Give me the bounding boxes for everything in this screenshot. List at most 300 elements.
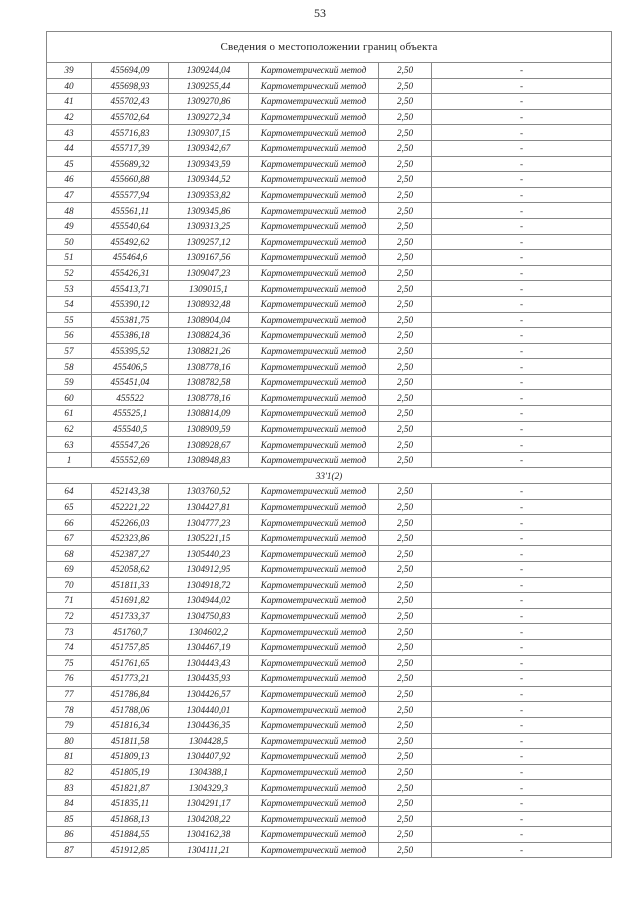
description-cell: -	[432, 842, 612, 858]
point-number-cell: 75	[47, 655, 92, 671]
accuracy-cell: 2,50	[379, 63, 432, 79]
point-number-cell: 83	[47, 780, 92, 796]
method-cell: Картометрический метод	[249, 343, 379, 359]
description-cell: -	[432, 125, 612, 141]
table-row	[47, 250, 612, 266]
x-coordinate-cell: 455717,39	[92, 140, 169, 156]
accuracy-cell: 2,50	[379, 608, 432, 624]
accuracy-cell: 2,50	[379, 390, 432, 406]
x-coordinate-cell: 455525,1	[92, 406, 169, 422]
table-row	[47, 608, 612, 624]
x-coordinate-cell: 451733,37	[92, 608, 169, 624]
y-coordinate-cell: 1304912,95	[169, 562, 249, 578]
accuracy-cell: 2,50	[379, 702, 432, 718]
table-row	[47, 109, 612, 125]
method-cell: Картометрический метод	[249, 577, 379, 593]
method-cell: Картометрический метод	[249, 203, 379, 219]
accuracy-cell: 2,50	[379, 234, 432, 250]
y-coordinate-cell: 1304426,57	[169, 686, 249, 702]
point-number-cell: 80	[47, 733, 92, 749]
accuracy-cell: 2,50	[379, 218, 432, 234]
method-cell: Картометрический метод	[249, 109, 379, 125]
y-coordinate-cell: 1308928,67	[169, 437, 249, 453]
x-coordinate-cell: 452323,86	[92, 530, 169, 546]
y-coordinate-cell: 1309353,82	[169, 187, 249, 203]
description-cell: -	[432, 562, 612, 578]
description-cell: -	[432, 187, 612, 203]
point-number-cell: 39	[47, 63, 92, 79]
accuracy-cell: 2,50	[379, 686, 432, 702]
table-title: Сведения о местоположении границ объекта	[47, 32, 612, 63]
point-number-cell: 45	[47, 156, 92, 172]
method-cell: Картометрический метод	[249, 63, 379, 79]
x-coordinate-cell: 451884,55	[92, 827, 169, 843]
y-coordinate-cell: 1304208,22	[169, 811, 249, 827]
method-cell: Картометрический метод	[249, 795, 379, 811]
y-coordinate-cell: 1305440,23	[169, 546, 249, 562]
x-coordinate-cell: 451691,82	[92, 593, 169, 609]
accuracy-cell: 2,50	[379, 312, 432, 328]
x-coordinate-cell: 451757,85	[92, 639, 169, 655]
method-cell: Картометрический метод	[249, 94, 379, 110]
table-row	[47, 296, 612, 312]
accuracy-cell: 2,50	[379, 359, 432, 375]
y-coordinate-cell: 1308778,16	[169, 359, 249, 375]
table-row	[47, 624, 612, 640]
point-number-cell: 59	[47, 374, 92, 390]
point-number-cell: 86	[47, 827, 92, 843]
table-row	[47, 94, 612, 110]
x-coordinate-cell: 455540,5	[92, 421, 169, 437]
section-row	[47, 468, 612, 484]
method-cell: Картометрический метод	[249, 639, 379, 655]
x-coordinate-cell: 451761,65	[92, 655, 169, 671]
y-coordinate-cell: 1309343,59	[169, 156, 249, 172]
y-coordinate-cell: 1304467,19	[169, 639, 249, 655]
point-number-cell: 47	[47, 187, 92, 203]
table-row	[47, 125, 612, 141]
point-number-cell: 51	[47, 250, 92, 266]
accuracy-cell: 2,50	[379, 484, 432, 500]
table-row	[47, 733, 612, 749]
method-cell: Картометрический метод	[249, 421, 379, 437]
point-number-cell: 50	[47, 234, 92, 250]
x-coordinate-cell: 451760,7	[92, 624, 169, 640]
description-cell: -	[432, 296, 612, 312]
table-row	[47, 562, 612, 578]
accuracy-cell: 2,50	[379, 94, 432, 110]
method-cell: Картометрический метод	[249, 717, 379, 733]
y-coordinate-cell: 1304435,93	[169, 671, 249, 687]
method-cell: Картометрический метод	[249, 827, 379, 843]
table-row	[47, 515, 612, 531]
table-row	[47, 312, 612, 328]
y-coordinate-cell: 1309342,67	[169, 140, 249, 156]
method-cell: Картометрический метод	[249, 702, 379, 718]
x-coordinate-cell: 455660,88	[92, 172, 169, 188]
method-cell: Картометрический метод	[249, 608, 379, 624]
method-cell: Картометрический метод	[249, 749, 379, 765]
table-row	[47, 546, 612, 562]
description-cell: -	[432, 63, 612, 79]
method-cell: Картометрический метод	[249, 328, 379, 344]
accuracy-cell: 2,50	[379, 203, 432, 219]
y-coordinate-cell: 1304427,81	[169, 499, 249, 515]
method-cell: Картометрический метод	[249, 187, 379, 203]
x-coordinate-cell: 455702,64	[92, 109, 169, 125]
description-cell: -	[432, 515, 612, 531]
point-number-cell: 67	[47, 530, 92, 546]
description-cell: -	[432, 156, 612, 172]
method-cell: Картометрический метод	[249, 296, 379, 312]
point-number-cell: 48	[47, 203, 92, 219]
method-cell: Картометрический метод	[249, 156, 379, 172]
x-coordinate-cell: 452221,22	[92, 499, 169, 515]
description-cell: -	[432, 655, 612, 671]
y-coordinate-cell: 1304111,21	[169, 842, 249, 858]
x-coordinate-cell: 452143,38	[92, 484, 169, 500]
description-cell: -	[432, 639, 612, 655]
point-number-cell: 41	[47, 94, 92, 110]
description-cell: -	[432, 281, 612, 297]
x-coordinate-cell: 455413,71	[92, 281, 169, 297]
x-coordinate-cell: 455702,43	[92, 94, 169, 110]
y-coordinate-cell: 1309257,12	[169, 234, 249, 250]
point-number-cell: 71	[47, 593, 92, 609]
accuracy-cell: 2,50	[379, 296, 432, 312]
table-row	[47, 359, 612, 375]
x-coordinate-cell: 455522	[92, 390, 169, 406]
accuracy-cell: 2,50	[379, 764, 432, 780]
accuracy-cell: 2,50	[379, 265, 432, 281]
y-coordinate-cell: 1309244,04	[169, 63, 249, 79]
description-cell: -	[432, 671, 612, 687]
table-row	[47, 749, 612, 765]
method-cell: Картометрический метод	[249, 780, 379, 796]
accuracy-cell: 2,50	[379, 546, 432, 562]
description-cell: -	[432, 702, 612, 718]
description-cell: -	[432, 109, 612, 125]
x-coordinate-cell: 455451,04	[92, 374, 169, 390]
y-coordinate-cell: 1308909,59	[169, 421, 249, 437]
point-number-cell: 66	[47, 515, 92, 531]
table-row	[47, 218, 612, 234]
method-cell: Картометрический метод	[249, 593, 379, 609]
method-cell: Картометрический метод	[249, 172, 379, 188]
description-cell: -	[432, 203, 612, 219]
x-coordinate-cell: 455426,31	[92, 265, 169, 281]
table-header-row	[47, 32, 612, 63]
description-cell: -	[432, 546, 612, 562]
table-row	[47, 421, 612, 437]
description-cell: -	[432, 406, 612, 422]
accuracy-cell: 2,50	[379, 827, 432, 843]
x-coordinate-cell: 451788,06	[92, 702, 169, 718]
section-label: 33'1(2)	[47, 468, 612, 484]
y-coordinate-cell: 1309167,56	[169, 250, 249, 266]
accuracy-cell: 2,50	[379, 187, 432, 203]
description-cell: -	[432, 452, 612, 468]
table-row	[47, 63, 612, 79]
x-coordinate-cell: 451912,85	[92, 842, 169, 858]
accuracy-cell: 2,50	[379, 406, 432, 422]
boundary-table	[46, 31, 612, 858]
y-coordinate-cell: 1308778,16	[169, 390, 249, 406]
method-cell: Картометрический метод	[249, 452, 379, 468]
x-coordinate-cell: 451868,13	[92, 811, 169, 827]
description-cell: -	[432, 140, 612, 156]
table-row	[47, 827, 612, 843]
accuracy-cell: 2,50	[379, 717, 432, 733]
y-coordinate-cell: 1304428,5	[169, 733, 249, 749]
method-cell: Картометрический метод	[249, 562, 379, 578]
method-cell: Картометрический метод	[249, 530, 379, 546]
y-coordinate-cell: 1308932,48	[169, 296, 249, 312]
description-cell: -	[432, 717, 612, 733]
table-row	[47, 172, 612, 188]
y-coordinate-cell: 1304436,35	[169, 717, 249, 733]
point-number-cell: 82	[47, 764, 92, 780]
description-cell: -	[432, 172, 612, 188]
table-row	[47, 281, 612, 297]
table-row	[47, 671, 612, 687]
accuracy-cell: 2,50	[379, 655, 432, 671]
table-row	[47, 187, 612, 203]
table-row	[47, 265, 612, 281]
point-number-cell: 68	[47, 546, 92, 562]
x-coordinate-cell: 455540,64	[92, 218, 169, 234]
accuracy-cell: 2,50	[379, 250, 432, 266]
method-cell: Картометрический метод	[249, 764, 379, 780]
point-number-cell: 43	[47, 125, 92, 141]
accuracy-cell: 2,50	[379, 671, 432, 687]
accuracy-cell: 2,50	[379, 733, 432, 749]
x-coordinate-cell: 455492,62	[92, 234, 169, 250]
x-coordinate-cell: 451809,13	[92, 749, 169, 765]
accuracy-cell: 2,50	[379, 125, 432, 141]
method-cell: Картометрический метод	[249, 686, 379, 702]
description-cell: -	[432, 499, 612, 515]
y-coordinate-cell: 1304777,23	[169, 515, 249, 531]
y-coordinate-cell: 1303760,52	[169, 484, 249, 500]
description-cell: -	[432, 686, 612, 702]
point-number-cell: 76	[47, 671, 92, 687]
table-body	[47, 32, 612, 858]
accuracy-cell: 2,50	[379, 140, 432, 156]
description-cell: -	[432, 749, 612, 765]
description-cell: -	[432, 827, 612, 843]
point-number-cell: 84	[47, 795, 92, 811]
description-cell: -	[432, 234, 612, 250]
point-number-cell: 79	[47, 717, 92, 733]
table-row	[47, 639, 612, 655]
table-row	[47, 530, 612, 546]
table-row	[47, 406, 612, 422]
accuracy-cell: 2,50	[379, 343, 432, 359]
x-coordinate-cell: 451811,58	[92, 733, 169, 749]
description-cell: -	[432, 250, 612, 266]
accuracy-cell: 2,50	[379, 562, 432, 578]
x-coordinate-cell: 452387,27	[92, 546, 169, 562]
description-cell: -	[432, 421, 612, 437]
accuracy-cell: 2,50	[379, 624, 432, 640]
accuracy-cell: 2,50	[379, 639, 432, 655]
accuracy-cell: 2,50	[379, 842, 432, 858]
accuracy-cell: 2,50	[379, 374, 432, 390]
y-coordinate-cell: 1308814,09	[169, 406, 249, 422]
method-cell: Картометрический метод	[249, 811, 379, 827]
x-coordinate-cell: 455694,09	[92, 63, 169, 79]
y-coordinate-cell: 1309345,86	[169, 203, 249, 219]
method-cell: Картометрический метод	[249, 374, 379, 390]
x-coordinate-cell: 452058,62	[92, 562, 169, 578]
accuracy-cell: 2,50	[379, 328, 432, 344]
x-coordinate-cell: 451816,34	[92, 717, 169, 733]
description-cell: -	[432, 811, 612, 827]
method-cell: Картометрический метод	[249, 218, 379, 234]
table-row	[47, 390, 612, 406]
table-row	[47, 484, 612, 500]
table-row	[47, 374, 612, 390]
description-cell: -	[432, 733, 612, 749]
x-coordinate-cell: 451821,87	[92, 780, 169, 796]
description-cell: -	[432, 780, 612, 796]
y-coordinate-cell: 1309255,44	[169, 78, 249, 94]
point-number-cell: 40	[47, 78, 92, 94]
point-number-cell: 81	[47, 749, 92, 765]
description-cell: -	[432, 265, 612, 281]
table-row	[47, 140, 612, 156]
method-cell: Картометрический метод	[249, 250, 379, 266]
y-coordinate-cell: 1308824,36	[169, 328, 249, 344]
point-number-cell: 60	[47, 390, 92, 406]
table-row	[47, 764, 612, 780]
point-number-cell: 63	[47, 437, 92, 453]
table-row	[47, 593, 612, 609]
table-row	[47, 203, 612, 219]
table-row	[47, 156, 612, 172]
method-cell: Картометрический метод	[249, 234, 379, 250]
accuracy-cell: 2,50	[379, 577, 432, 593]
method-cell: Картометрический метод	[249, 671, 379, 687]
point-number-cell: 70	[47, 577, 92, 593]
point-number-cell: 77	[47, 686, 92, 702]
description-cell: -	[432, 608, 612, 624]
page-number: 53	[314, 6, 326, 20]
method-cell: Картометрический метод	[249, 312, 379, 328]
accuracy-cell: 2,50	[379, 156, 432, 172]
accuracy-cell: 2,50	[379, 421, 432, 437]
description-cell: -	[432, 218, 612, 234]
point-number-cell: 42	[47, 109, 92, 125]
y-coordinate-cell: 1309313,25	[169, 218, 249, 234]
y-coordinate-cell: 1309307,15	[169, 125, 249, 141]
description-cell: -	[432, 484, 612, 500]
x-coordinate-cell: 455406,5	[92, 359, 169, 375]
x-coordinate-cell: 455577,94	[92, 187, 169, 203]
table-row	[47, 795, 612, 811]
description-cell: -	[432, 94, 612, 110]
table-row	[47, 780, 612, 796]
y-coordinate-cell: 1309270,86	[169, 94, 249, 110]
method-cell: Картометрический метод	[249, 499, 379, 515]
description-cell: -	[432, 328, 612, 344]
point-number-cell: 73	[47, 624, 92, 640]
x-coordinate-cell: 455561,11	[92, 203, 169, 219]
point-number-cell: 74	[47, 639, 92, 655]
y-coordinate-cell: 1305221,15	[169, 530, 249, 546]
x-coordinate-cell: 452266,03	[92, 515, 169, 531]
method-cell: Картометрический метод	[249, 265, 379, 281]
point-number-cell: 78	[47, 702, 92, 718]
x-coordinate-cell: 451786,84	[92, 686, 169, 702]
point-number-cell: 46	[47, 172, 92, 188]
table-row	[47, 437, 612, 453]
accuracy-cell: 2,50	[379, 452, 432, 468]
accuracy-cell: 2,50	[379, 811, 432, 827]
x-coordinate-cell: 455386,18	[92, 328, 169, 344]
y-coordinate-cell: 1304329,3	[169, 780, 249, 796]
y-coordinate-cell: 1304388,1	[169, 764, 249, 780]
x-coordinate-cell: 455716,83	[92, 125, 169, 141]
y-coordinate-cell: 1308948,83	[169, 452, 249, 468]
point-number-cell: 53	[47, 281, 92, 297]
table-row	[47, 328, 612, 344]
table-row	[47, 78, 612, 94]
x-coordinate-cell: 455689,32	[92, 156, 169, 172]
point-number-cell: 69	[47, 562, 92, 578]
method-cell: Картометрический метод	[249, 437, 379, 453]
description-cell: -	[432, 374, 612, 390]
point-number-cell: 64	[47, 484, 92, 500]
point-number-cell: 85	[47, 811, 92, 827]
accuracy-cell: 2,50	[379, 78, 432, 94]
accuracy-cell: 2,50	[379, 515, 432, 531]
y-coordinate-cell: 1304602,2	[169, 624, 249, 640]
method-cell: Картометрический метод	[249, 390, 379, 406]
x-coordinate-cell: 455698,93	[92, 78, 169, 94]
point-number-cell: 58	[47, 359, 92, 375]
point-number-cell: 57	[47, 343, 92, 359]
point-number-cell: 1	[47, 452, 92, 468]
accuracy-cell: 2,50	[379, 795, 432, 811]
method-cell: Картометрический метод	[249, 842, 379, 858]
method-cell: Картометрический метод	[249, 515, 379, 531]
point-number-cell: 54	[47, 296, 92, 312]
point-number-cell: 52	[47, 265, 92, 281]
point-number-cell: 56	[47, 328, 92, 344]
description-cell: -	[432, 577, 612, 593]
table-row	[47, 343, 612, 359]
x-coordinate-cell: 455390,12	[92, 296, 169, 312]
method-cell: Картометрический метод	[249, 624, 379, 640]
y-coordinate-cell: 1308904,04	[169, 312, 249, 328]
method-cell: Картометрический метод	[249, 125, 379, 141]
point-number-cell: 61	[47, 406, 92, 422]
y-coordinate-cell: 1304162,38	[169, 827, 249, 843]
x-coordinate-cell: 451805,19	[92, 764, 169, 780]
x-coordinate-cell: 455552,69	[92, 452, 169, 468]
description-cell: -	[432, 795, 612, 811]
y-coordinate-cell: 1309344,52	[169, 172, 249, 188]
table-row	[47, 686, 612, 702]
y-coordinate-cell: 1304407,92	[169, 749, 249, 765]
y-coordinate-cell: 1308782,58	[169, 374, 249, 390]
point-number-cell: 62	[47, 421, 92, 437]
table-row	[47, 499, 612, 515]
method-cell: Картометрический метод	[249, 484, 379, 500]
table-row	[47, 452, 612, 468]
